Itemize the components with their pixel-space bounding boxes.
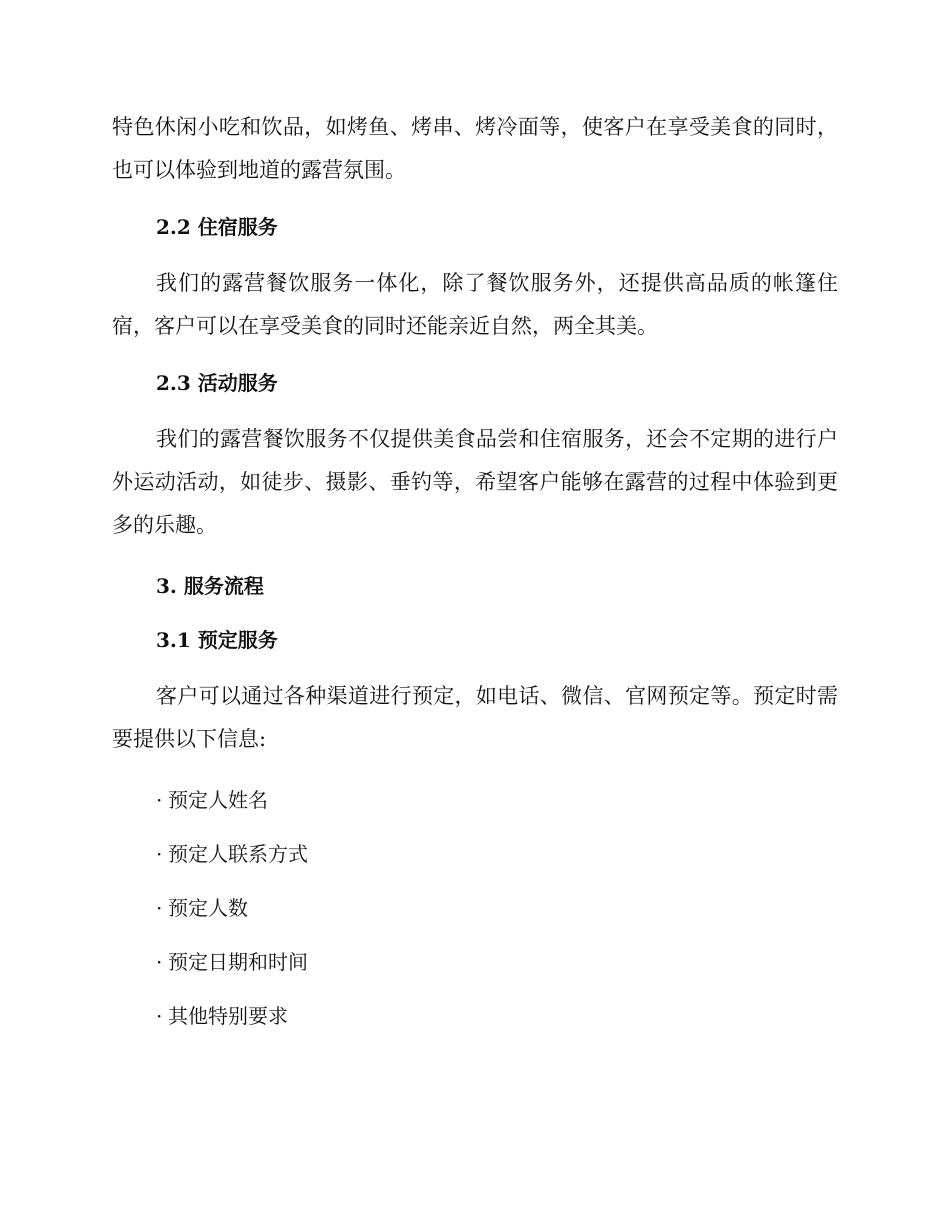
bullet-mark: · xyxy=(156,896,163,920)
list-item-text: 预定人姓名 xyxy=(168,788,268,812)
paragraph-booking: 客户可以通过各种渠道进行预定，如电话、微信、官网预定等。预定时需要提供以下信息: xyxy=(112,684,838,751)
list-item xyxy=(112,785,838,815)
paragraph-intro-continued: 特色休闲小吃和饮品，如烤鱼、烤串、烤冷面等，使客户在享受美食的同时，也可以体验到地道的露营氛围。 xyxy=(112,115,838,182)
bullet-mark: · xyxy=(156,1004,163,1028)
paragraph-accommodation: 我们的露营餐饮服务一体化，除了餐饮服务外，还提供高品质的帐篷住宿，客户可以在享受美食的同时还能亲近自然，两全其美。 xyxy=(112,271,838,338)
list-item-text: 预定人数 xyxy=(168,896,248,920)
bullet-mark: · xyxy=(156,950,163,974)
heading-2-3-activities: 2.3 活动服务 xyxy=(156,371,278,395)
bullet-mark: · xyxy=(156,788,163,812)
list-item xyxy=(112,893,838,923)
paragraph-activities: 我们的露营餐饮服务不仅提供美食品尝和住宿服务，还会不定期的进行户外运动活动，如徒步、摄影、垂钓等，希望客户能够在露营的过程中体验到更多的乐趣。 xyxy=(112,427,838,537)
heading-3-service-process: 3. 服务流程 xyxy=(156,574,264,598)
heading-2-2-accommodation: 2.2 住宿服务 xyxy=(156,215,278,239)
list-item-text: 其他特别要求 xyxy=(168,1004,288,1028)
list-item-text: 预定人联系方式 xyxy=(168,842,308,866)
list-item xyxy=(112,1001,838,1031)
bullet-mark: · xyxy=(156,842,163,866)
list-item xyxy=(112,839,838,869)
heading-3-1-booking: 3.1 预定服务 xyxy=(156,628,278,652)
list-item-text: 预定日期和时间 xyxy=(168,950,308,974)
list-item xyxy=(112,947,838,977)
